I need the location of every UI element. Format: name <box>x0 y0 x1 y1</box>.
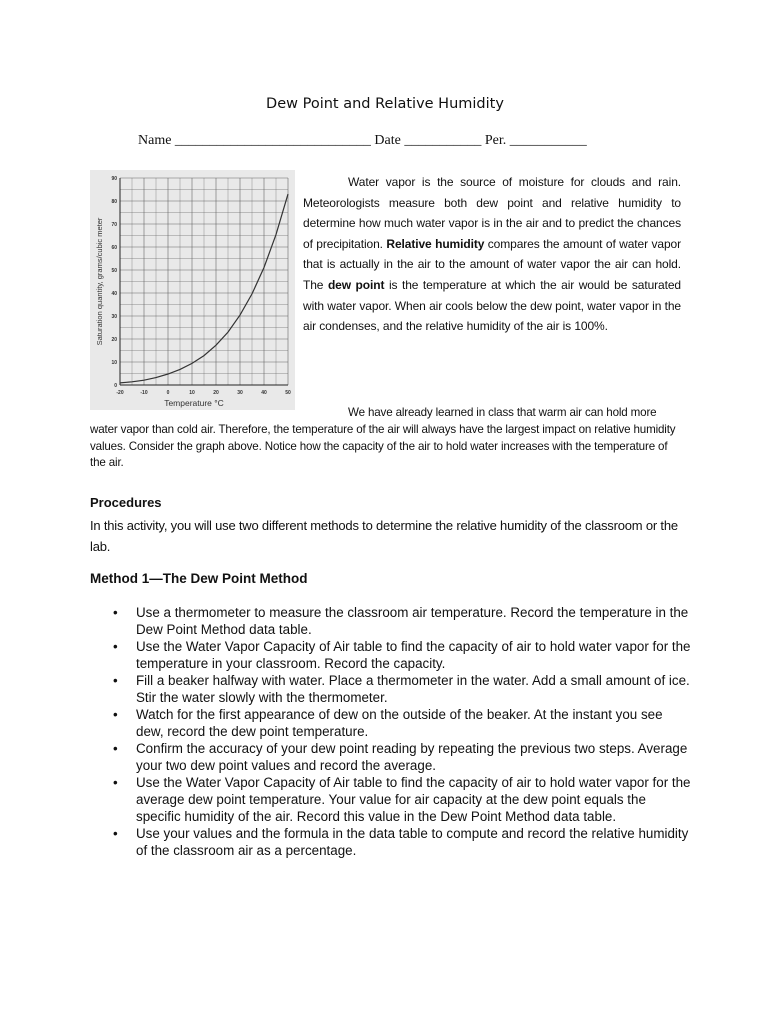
y-tick-label: 60 <box>111 245 117 251</box>
y-tick-label: 0 <box>114 383 117 389</box>
y-tick-label: 20 <box>111 337 117 343</box>
y-tick-label: 40 <box>111 291 117 297</box>
list-item: • Watch for the first appearance of dew on the outside of the beaker. At the instant you see dew, record the dew point temperature. <box>113 707 663 739</box>
list-item: • Confirm the accuracy of your dew point reading by repeating the previous two steps. Average your two dew point values and record the average. <box>113 741 688 773</box>
x-tick-label: 40 <box>261 390 267 396</box>
y-tick-label: 70 <box>111 222 117 228</box>
graph-discussion-paragraph <box>90 405 680 472</box>
y-tick-label: 80 <box>111 199 117 205</box>
intro-sentence-2: compares the amount of water vapor that is actually in the air to the amount of water vapor the air can hold. The <box>303 236 681 292</box>
page-title: Dew Point and Relative Humidity <box>266 96 504 112</box>
x-tick-label: 20 <box>213 390 219 396</box>
bullet-icon: • <box>113 673 118 688</box>
saturation-graph <box>90 170 295 410</box>
bullet-icon: • <box>113 707 118 722</box>
list-item: • Use the Water Vapor Capacity of Air table to find the capacity of air to hold water vapor for the temperature in your classroom. Record the capacity. <box>113 639 691 671</box>
graph-discussion-text: We have already learned in class that warm air can hold more water vapor than cold air. Therefore, the temperature of the air will always have the largest impact on relative humidity values. Consider the graph above. Notice how the capacity of the air to hold water increases with the temperature of the air. <box>90 406 676 470</box>
saturation-chart-svg <box>90 170 295 410</box>
y-tick-label: 10 <box>111 360 117 366</box>
y-tick-label: 30 <box>111 314 117 320</box>
y-tick-label: 50 <box>111 268 117 274</box>
x-tick-label: 50 <box>285 390 291 396</box>
x-tick-label: -20 <box>116 390 124 396</box>
y-tick-label: 90 <box>111 176 117 182</box>
list-item: • Use your values and the formula in the data table to compute and record the relative humidity of the classroom air as a percentage. <box>113 826 689 858</box>
bullet-icon: • <box>113 775 118 790</box>
intro-paragraph <box>303 172 681 337</box>
bullet-icon: • <box>113 639 118 654</box>
x-tick-label: 0 <box>166 390 170 396</box>
term-dew-point: dew point <box>327 277 385 292</box>
list-item: • Use a thermometer to measure the classroom air temperature. Record the temperature in the Dew Point Method data table. <box>113 605 689 637</box>
procedures-heading: Procedures <box>90 495 162 510</box>
name-date-period-line: Name ____________________________ Date ___________ Per. ___________ <box>138 133 587 148</box>
bullet-icon: • <box>113 741 118 756</box>
procedures-text: In this activity, you will use two different methods to determine the relative humidity of the classroom or the lab. <box>90 518 678 554</box>
intro-sentence-3: is the temperature at which the air would be saturated with water vapor. When air cools below the dew point, water vapor in the air condenses, and the relative humidity of the air is 100%. <box>303 277 681 334</box>
term-relative-humidity: Relative humidity <box>386 236 485 251</box>
method-1-steps-list <box>112 604 692 859</box>
intro-sentence-1: Water vapor is the source of moisture for clouds and rain. Meteorologists measure both dew point and relative humidity to determine how much water vapor is in the air and to predict the chances of precipitation. <box>303 175 681 251</box>
x-axis-label: Temperature °C <box>164 398 224 408</box>
method-1-heading: Method 1—The Dew Point Method <box>90 571 308 586</box>
x-tick-label: -10 <box>140 390 148 396</box>
bullet-icon: • <box>113 605 118 620</box>
y-axis-label: Saturation quantity, grams/cubic meter <box>95 217 104 346</box>
x-tick-label: 30 <box>237 390 243 396</box>
list-item: • Use the Water Vapor Capacity of Air table to find the capacity of air to hold water vapor for the average dew point temperature. Your value for air capacity at the dew point equals the specific humidity of the air. Record this value in the Dew Point Method data table. <box>113 775 691 824</box>
x-tick-label: 10 <box>189 390 195 396</box>
list-item: • Fill a beaker halfway with water. Place a thermometer in the water. Add a small amount of ice. Stir the water slowly with the thermometer. <box>113 673 690 705</box>
bullet-icon: • <box>113 826 118 841</box>
